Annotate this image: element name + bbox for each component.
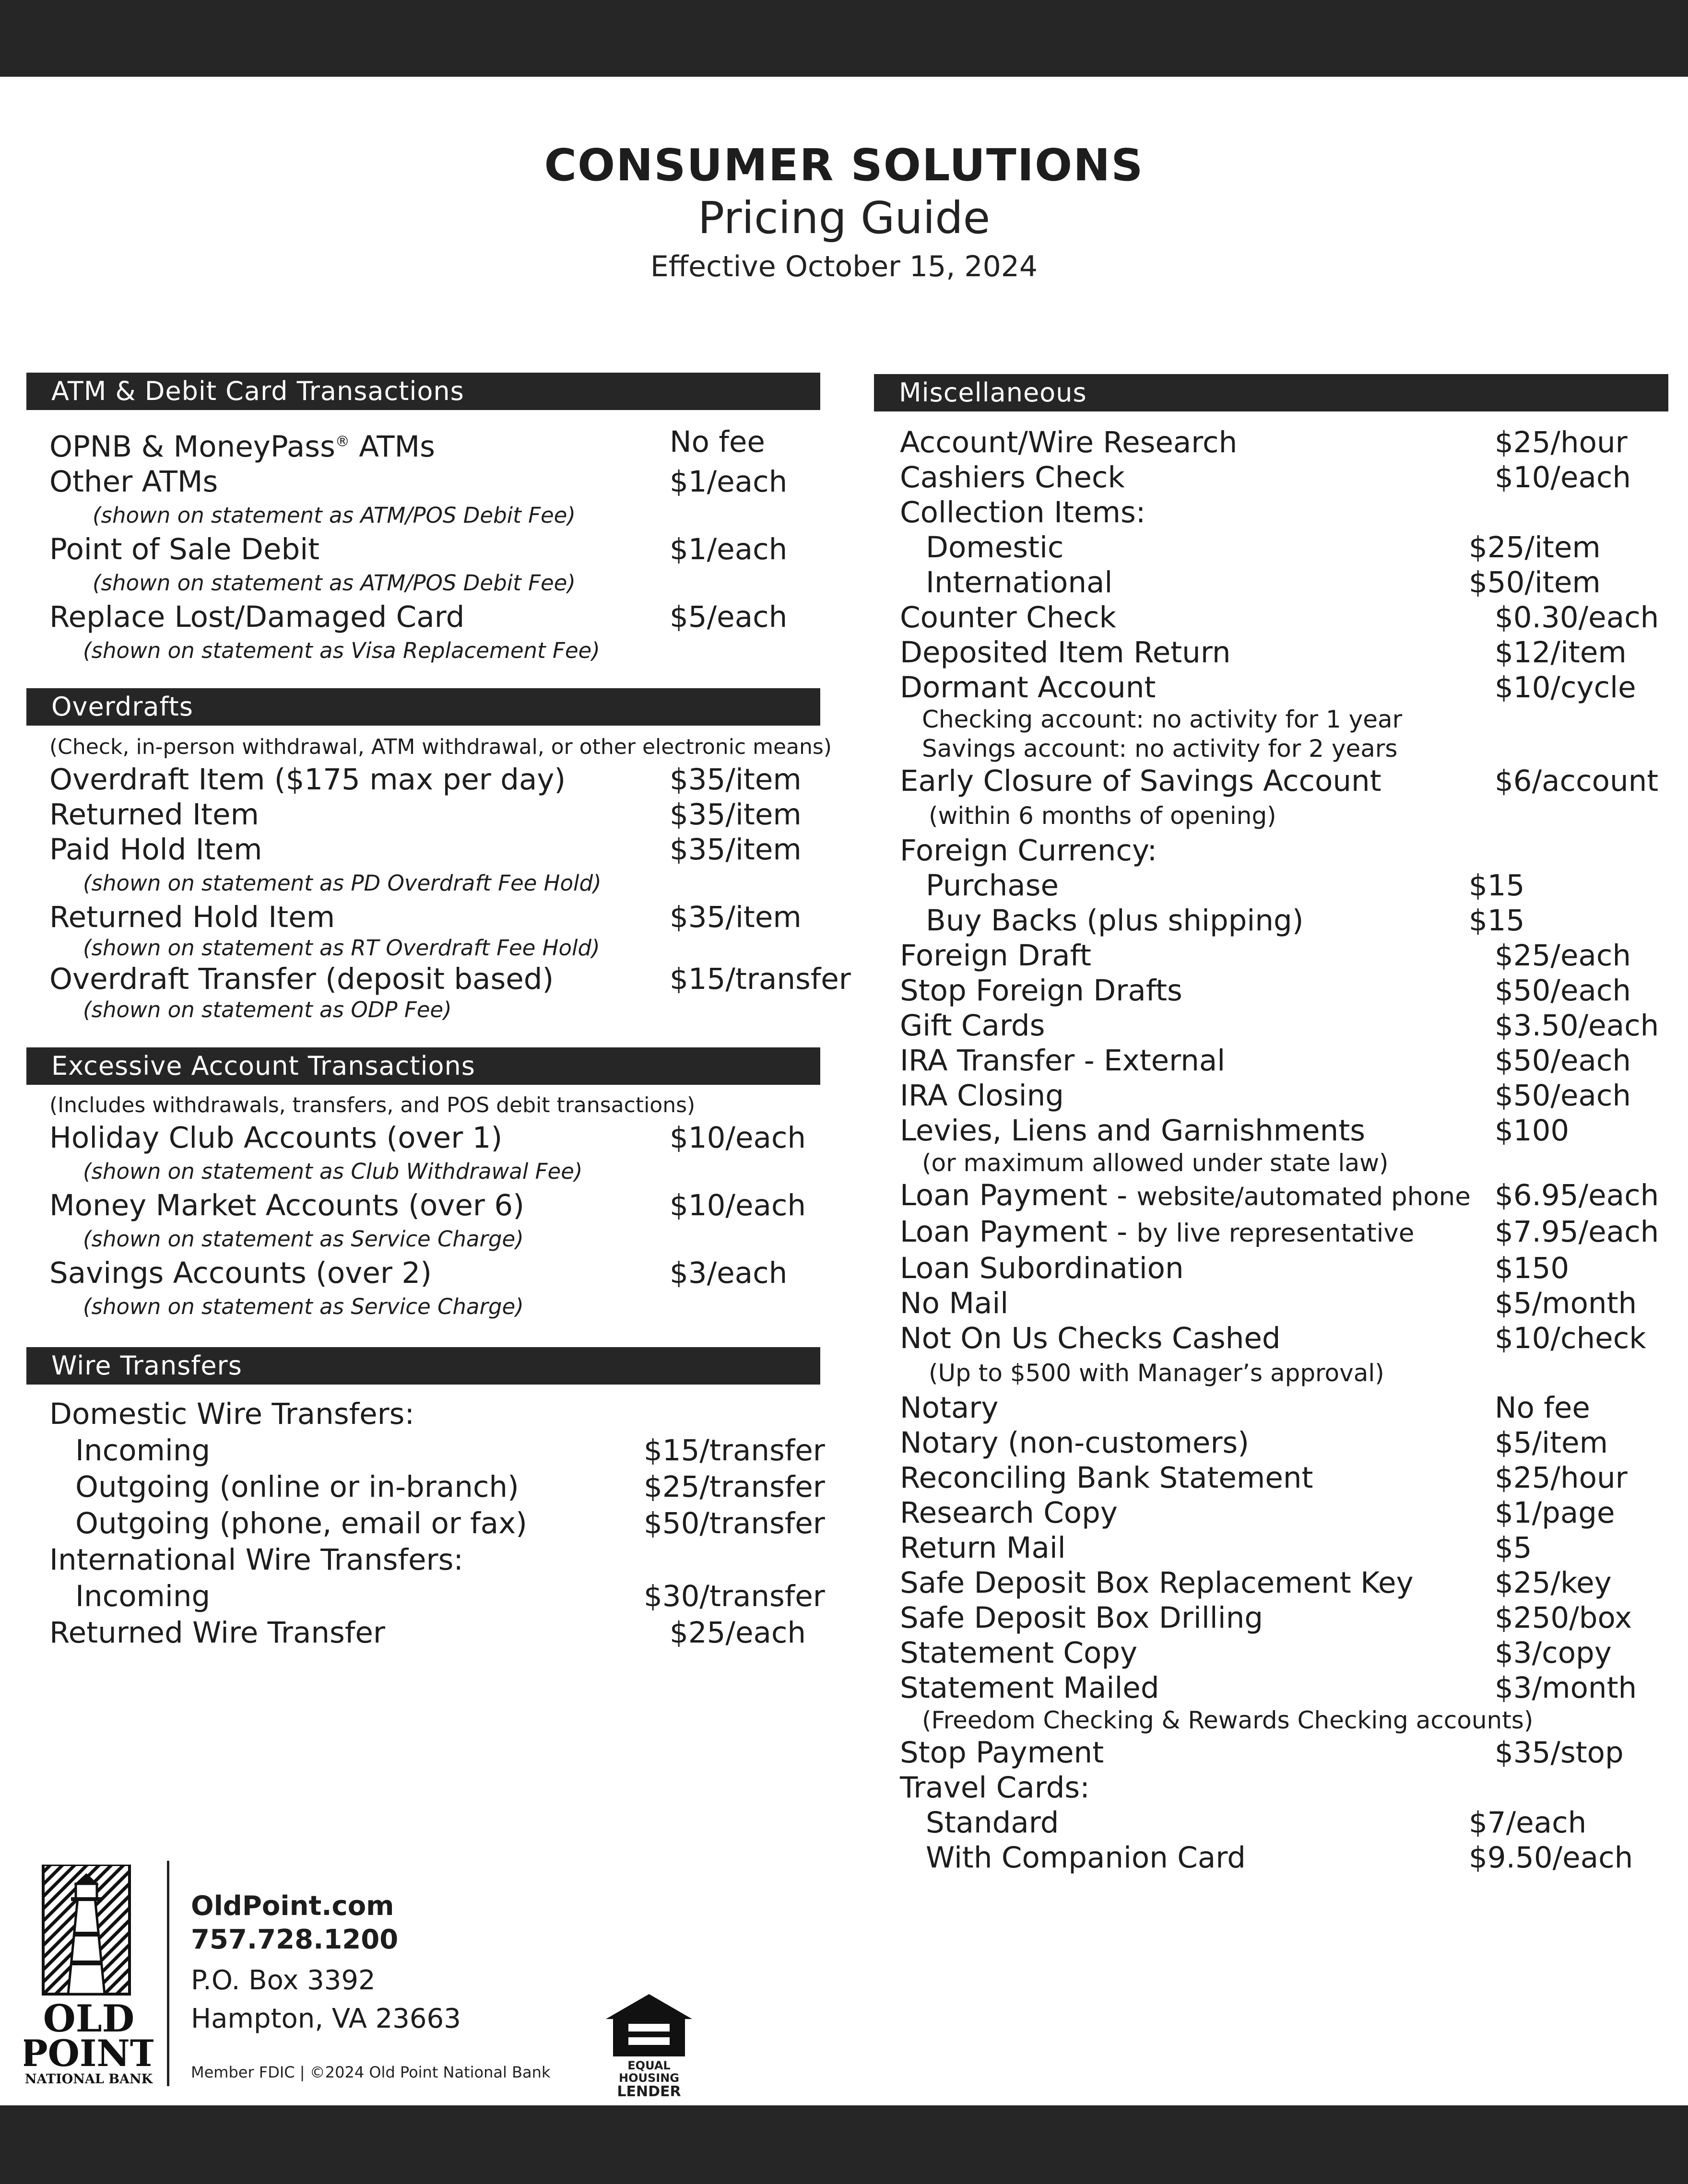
fee-price: $25/each bbox=[670, 1616, 806, 1650]
fee-price: $250/box bbox=[1495, 1601, 1632, 1635]
fee-row bbox=[49, 424, 820, 464]
fee-row bbox=[900, 1460, 1668, 1495]
fee-price: $35/item bbox=[670, 763, 802, 797]
fee-label: Levies, Liens and Garnishments bbox=[900, 1114, 1366, 1148]
fee-price: $35/item bbox=[670, 900, 802, 935]
fee-price: $30/transfer bbox=[644, 1579, 825, 1614]
member-fdic-note: Member FDIC | ©2024 Old Point National Bank bbox=[191, 2063, 551, 2081]
bottom-band bbox=[0, 2105, 1688, 2184]
fee-row bbox=[900, 600, 1668, 635]
fee-row bbox=[900, 1390, 1668, 1425]
fee-price: $25/each bbox=[1495, 939, 1631, 973]
fee-label: IRA Transfer - External bbox=[900, 1044, 1226, 1078]
overdrafts-section bbox=[26, 732, 851, 1023]
equal-housing-lender-text: EQUAL HOUSING LENDER bbox=[617, 2059, 681, 2100]
fee-price: No fee bbox=[1495, 1391, 1590, 1425]
fee-row bbox=[49, 1505, 825, 1542]
fee-price: $3/copy bbox=[1495, 1636, 1612, 1670]
fee-label: Outgoing (phone, email or fax) bbox=[75, 1506, 527, 1541]
fee-price: $12/item bbox=[1495, 635, 1627, 669]
fee-label: Paid Hold Item bbox=[49, 833, 262, 867]
fee-row bbox=[900, 903, 1668, 938]
fee-price: $5/month bbox=[1495, 1286, 1637, 1320]
fee-row bbox=[900, 635, 1668, 670]
fee-label: IRA Closing bbox=[900, 1079, 1064, 1113]
fee-row bbox=[900, 1321, 1668, 1356]
fee-price: $10/cycle bbox=[1495, 670, 1636, 705]
page-header bbox=[0, 139, 1688, 286]
fee-row bbox=[900, 868, 1668, 903]
fee-label: Early Closure of Savings Account bbox=[900, 764, 1381, 798]
fee-row bbox=[900, 1251, 1668, 1286]
fee-row bbox=[900, 1113, 1668, 1148]
fee-label: Return Mail bbox=[900, 1531, 1066, 1565]
fee-price: $5/each bbox=[670, 600, 788, 634]
website-link[interactable]: OldPoint.com bbox=[191, 1890, 394, 1922]
fee-price: $15/transfer bbox=[670, 962, 851, 997]
fee-price: $6/account bbox=[1495, 764, 1659, 798]
statement-note: (shown on statement as ODP Fee) bbox=[83, 997, 452, 1023]
fee-row bbox=[900, 1286, 1668, 1321]
fee-row bbox=[900, 1425, 1668, 1460]
fee-row bbox=[900, 1805, 1668, 1840]
fee-price: $0.30/each bbox=[1495, 600, 1659, 634]
fee-label: Overdraft Transfer (deposit based) bbox=[49, 962, 554, 997]
fee-label: International bbox=[926, 565, 1113, 599]
fee-label: Reconciling Bank Statement bbox=[900, 1461, 1313, 1495]
fee-row bbox=[49, 1578, 825, 1615]
fee-price: $10/each bbox=[670, 1121, 806, 1155]
fee-row bbox=[900, 763, 1668, 798]
fee-row bbox=[49, 1469, 825, 1505]
fee-row bbox=[900, 670, 1668, 705]
group-label: Foreign Currency: bbox=[900, 834, 1157, 868]
fee-row bbox=[900, 1078, 1668, 1113]
condition-note: (Up to $500 with Manager’s approval) bbox=[929, 1359, 1384, 1387]
fee-price: $50/each bbox=[1495, 974, 1631, 1008]
fee-price: $35/stop bbox=[1495, 1736, 1624, 1770]
fee-row bbox=[900, 938, 1668, 973]
fee-label: OPNB & MoneyPass® ATMs bbox=[49, 430, 435, 464]
lighthouse-logo-icon bbox=[24, 1865, 153, 2090]
fee-row bbox=[900, 1670, 1668, 1705]
city-address: Hampton, VA 23663 bbox=[191, 2003, 461, 2034]
fee-row bbox=[900, 973, 1668, 1008]
fee-row bbox=[49, 1256, 820, 1291]
fee-price: $50/each bbox=[1495, 1079, 1631, 1113]
fee-price: $7.95/each bbox=[1495, 1215, 1659, 1249]
fee-row bbox=[49, 962, 851, 997]
fee-row bbox=[49, 464, 820, 499]
fee-label: Deposited Item Return bbox=[900, 635, 1231, 669]
svg-text:NATIONAL BANK: NATIONAL BANK bbox=[24, 2072, 153, 2087]
fee-label: Notary bbox=[900, 1391, 999, 1425]
fee-label: Counter Check bbox=[900, 600, 1116, 634]
fee-label: Returned Item bbox=[49, 798, 259, 832]
fee-price: $9.50/each bbox=[1469, 1841, 1633, 1875]
fee-label: Loan Subordination bbox=[900, 1251, 1184, 1285]
fee-label: Account/Wire Research bbox=[900, 425, 1238, 459]
misc-section-heading: Miscellaneous bbox=[874, 374, 1668, 411]
fee-row bbox=[900, 1840, 1668, 1875]
fee-label: With Companion Card bbox=[926, 1841, 1246, 1875]
statement-note: (shown on statement as RT Overdraft Fee Hold) bbox=[83, 935, 600, 961]
fee-price: $50/item bbox=[1469, 565, 1601, 599]
svg-text:POINT: POINT bbox=[24, 2032, 153, 2075]
fee-price: $15 bbox=[1469, 904, 1525, 938]
fee-price: $15/transfer bbox=[644, 1433, 825, 1468]
fee-row bbox=[49, 832, 820, 867]
fee-label: Incoming bbox=[75, 1579, 211, 1614]
fee-label: Not On Us Checks Cashed bbox=[900, 1321, 1281, 1355]
statement-note: (shown on statement as Service Charge) bbox=[83, 1226, 524, 1252]
statement-note: (shown on statement as ATM/POS Debit Fee) bbox=[93, 503, 576, 528]
condition-note: (or maximum allowed under state law) bbox=[922, 1149, 1389, 1177]
group-label: Collection Items: bbox=[900, 495, 1146, 529]
fee-label: Savings Accounts (over 2) bbox=[49, 1256, 432, 1291]
fee-row bbox=[900, 565, 1668, 600]
fee-label: Foreign Draft bbox=[900, 939, 1091, 973]
wire-section bbox=[26, 1396, 825, 1651]
top-band bbox=[0, 0, 1688, 77]
fee-label: Overdraft Item ($175 max per day) bbox=[49, 763, 566, 797]
fee-price: $35/item bbox=[670, 798, 802, 832]
fee-price: $10/each bbox=[670, 1188, 806, 1223]
fee-price: $25/hour bbox=[1495, 425, 1628, 459]
fee-price: $5/item bbox=[1495, 1426, 1608, 1460]
fee-price: $10/check bbox=[1495, 1321, 1646, 1355]
fee-label: Buy Backs (plus shipping) bbox=[926, 904, 1304, 938]
fee-label: Replace Lost/Damaged Card bbox=[49, 600, 465, 634]
fee-price: $25/item bbox=[1469, 530, 1601, 564]
fee-price: $3.50/each bbox=[1495, 1009, 1659, 1043]
fee-label: Returned Hold Item bbox=[49, 900, 335, 935]
fee-row bbox=[900, 1735, 1668, 1770]
fee-label: Research Copy bbox=[900, 1496, 1118, 1530]
fee-price: $25/hour bbox=[1495, 1461, 1628, 1495]
fee-label: Safe Deposit Box Replacement Key bbox=[900, 1566, 1414, 1600]
fee-label: Incoming bbox=[75, 1433, 211, 1468]
fee-row bbox=[900, 1178, 1668, 1214]
fee-row bbox=[900, 1043, 1668, 1078]
fee-row bbox=[49, 1615, 820, 1651]
fee-label: Loan Payment - by live representative bbox=[900, 1215, 1415, 1249]
fee-price: $150 bbox=[1495, 1251, 1570, 1285]
page-title: CONSUMER SOLUTIONS bbox=[544, 140, 1144, 191]
group-label: International Wire Transfers: bbox=[49, 1543, 463, 1577]
fee-row bbox=[900, 1600, 1668, 1635]
fee-price: $25/key bbox=[1495, 1566, 1612, 1600]
section-intro: (Includes withdrawals, transfers, and POS debit transactions) bbox=[49, 1093, 696, 1118]
svg-text:OLD: OLD bbox=[43, 1997, 135, 2041]
fee-price: $10/each bbox=[1495, 460, 1631, 494]
fee-label: Outgoing (online or in-branch) bbox=[75, 1470, 519, 1504]
atm-section bbox=[26, 424, 820, 667]
fee-price: No fee bbox=[670, 425, 765, 459]
fee-row bbox=[900, 530, 1668, 565]
fee-row bbox=[49, 762, 820, 797]
fee-label: Statement Mailed bbox=[900, 1671, 1159, 1705]
fee-price: $100 bbox=[1495, 1114, 1570, 1148]
fee-price: $15 bbox=[1469, 869, 1525, 903]
fee-label: Purchase bbox=[926, 869, 1059, 903]
po-box: P.O. Box 3392 bbox=[191, 1965, 376, 1996]
statement-note: (shown on statement as Visa Replacement Fee) bbox=[83, 638, 600, 664]
fee-label: Domestic bbox=[926, 530, 1064, 564]
fee-label: Safe Deposit Box Drilling bbox=[900, 1601, 1263, 1635]
fee-row bbox=[49, 599, 820, 634]
fee-label: Cashiers Check bbox=[900, 460, 1125, 494]
condition-note: Checking account: no activity for 1 year bbox=[922, 705, 1403, 733]
fee-row bbox=[900, 1008, 1668, 1043]
fee-label: Other ATMs bbox=[49, 465, 218, 499]
fee-row bbox=[900, 1565, 1668, 1600]
group-label: Domestic Wire Transfers: bbox=[49, 1397, 415, 1432]
wire-section-heading: Wire Transfers bbox=[26, 1347, 820, 1385]
fee-row bbox=[900, 1214, 1668, 1251]
fee-label: Loan Payment - website/automated phone bbox=[900, 1178, 1471, 1212]
fee-label: Standard bbox=[926, 1806, 1059, 1840]
fee-price: $35/item bbox=[670, 833, 802, 867]
fee-label: Notary (non-customers) bbox=[900, 1426, 1250, 1460]
excessive-section-heading: Excessive Account Transactions bbox=[26, 1047, 820, 1085]
footer-divider bbox=[167, 1861, 169, 2086]
fee-price: $50/transfer bbox=[644, 1506, 825, 1541]
left-column bbox=[26, 373, 851, 1651]
atm-section-heading: ATM & Debit Card Transactions bbox=[26, 373, 820, 410]
phone-number[interactable]: 757.728.1200 bbox=[191, 1924, 399, 1955]
fee-price: $1/page bbox=[1495, 1496, 1615, 1530]
condition-note: (within 6 months of opening) bbox=[929, 802, 1276, 830]
fee-row bbox=[900, 1635, 1668, 1670]
fee-price: $25/transfer bbox=[644, 1470, 825, 1504]
fee-row bbox=[49, 532, 820, 567]
condition-note: (Freedom Checking & Rewards Checking accounts) bbox=[922, 1706, 1534, 1734]
fee-price: $7/each bbox=[1469, 1806, 1587, 1840]
fee-row bbox=[900, 1495, 1668, 1530]
condition-note: Savings account: no activity for 2 years bbox=[922, 735, 1398, 763]
fee-row bbox=[49, 1188, 820, 1223]
fee-price: $50/each bbox=[1495, 1044, 1631, 1078]
statement-note: (shown on statement as PD Overdraft Fee Hold) bbox=[83, 870, 602, 896]
fee-row bbox=[900, 460, 1668, 495]
fee-price: $3/month bbox=[1495, 1671, 1637, 1705]
contact-block bbox=[191, 1890, 461, 2038]
fee-label: Money Market Accounts (over 6) bbox=[49, 1188, 524, 1223]
statement-note: (shown on statement as Service Charge) bbox=[83, 1294, 524, 1320]
fee-label: Gift Cards bbox=[900, 1009, 1045, 1043]
right-column bbox=[874, 374, 1668, 1875]
fee-label: Holiday Club Accounts (over 1) bbox=[49, 1121, 503, 1155]
fee-price: $6.95/each bbox=[1495, 1178, 1659, 1212]
excessive-section bbox=[26, 1091, 820, 1323]
section-intro: (Check, in-person withdrawal, ATM withdrawal, or other electronic means) bbox=[49, 735, 832, 760]
fee-label: Returned Wire Transfer bbox=[49, 1616, 385, 1650]
fee-row bbox=[49, 1433, 825, 1469]
statement-note: (shown on statement as ATM/POS Debit Fee) bbox=[93, 570, 576, 596]
fee-label: Point of Sale Debit bbox=[49, 532, 320, 567]
misc-section bbox=[874, 425, 1668, 1875]
fee-price: $3/each bbox=[670, 1256, 788, 1291]
fee-price: $1/each bbox=[670, 532, 788, 567]
statement-note: (shown on statement as Club Withdrawal Fee) bbox=[83, 1159, 583, 1185]
fee-row bbox=[49, 1120, 820, 1155]
overdrafts-section-heading: Overdrafts bbox=[26, 688, 820, 726]
fee-label: Statement Copy bbox=[900, 1636, 1138, 1670]
page-subtitle: Pricing Guide bbox=[697, 192, 991, 244]
fee-label: Stop Payment bbox=[900, 1736, 1104, 1770]
fee-price: $1/each bbox=[670, 465, 788, 499]
fee-row bbox=[900, 1530, 1668, 1565]
effective-date: Effective October 15, 2024 bbox=[650, 250, 1038, 283]
group-label: Travel Cards: bbox=[900, 1771, 1090, 1805]
fee-row bbox=[49, 900, 820, 935]
fee-label: Stop Foreign Drafts bbox=[900, 974, 1182, 1008]
fee-label: No Mail bbox=[900, 1286, 1009, 1320]
fee-row bbox=[900, 425, 1668, 460]
fee-label: Dormant Account bbox=[900, 670, 1156, 705]
fee-row bbox=[49, 797, 820, 832]
fee-price: $5 bbox=[1495, 1531, 1532, 1565]
